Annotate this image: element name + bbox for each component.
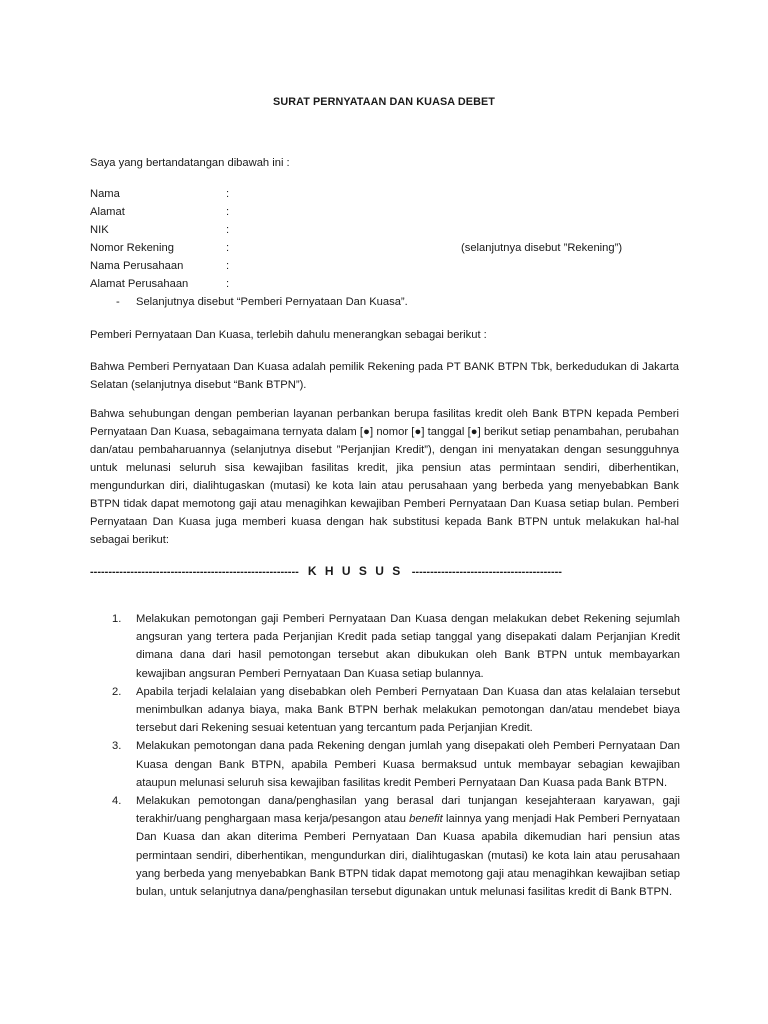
list-item-text: Melakukan pemotongan gaji Pemberi Pernyataan Dan Kuasa dengan melakukan debet Rekening sejumlah angsuran yang tertera pada Perjanjian Kredit pada setiap tanggal yang disepakati dalam Perjanjian Kredit dimana dana dari hasil pemotongan tersebut akan dibukukan oleh Bank BTPN untuk membayarkan kewajiban angsuran Pemberi Pernyataan Dan Kuasa setiap bulannya. <box>136 613 680 680</box>
dash-text: Selanjutnya disebut “Pemberi Pernyataan Dan Kuasa”. <box>136 296 408 308</box>
khusus-separator <box>90 564 690 578</box>
field-label: Nomor Rekening <box>90 242 174 254</box>
field-colon: : <box>226 206 230 218</box>
paragraph-ownership: Bahwa Pemberi Pernyataan Dan Kuasa adalah pemilik Rekening pada PT BANK BTPN Tbk, berkedudukan di Jakarta Selatan (selanjutnya disebut “Bank BTPN”). <box>90 361 679 391</box>
field-colon: : <box>226 224 230 236</box>
list-item-emphasis: benefit <box>409 813 443 826</box>
list-item <box>90 610 680 683</box>
list-item <box>90 792 680 901</box>
field-colon: : <box>226 188 230 200</box>
list-item-text: Melakukan pemotongan dana pada Rekening dengan jumlah yang disepakati oleh Pemberi Pernyataan Dan Kuasa dengan Bank BTPN, apabila Pemberi Kuasa bermaksud untuk membayar sebagian kewajiban ataupun melunasi seluruh sisa kewajiban fasilitas kredit Pemberi Pernyataan Dan Kuasa pada Bank BTPN. <box>136 740 680 789</box>
list-number: 1. <box>112 613 122 625</box>
field-colon: : <box>226 278 230 290</box>
list-item-text-part: lainnya yang menjadi Hak Pemberi Pernyataan Dan Kuasa dan akan diterima Pemberi Pernyataan Dan Kuasa apabila dikemudian hari pensiun atas permintaan sendiri, diberhentikan, mengundurkan diri, dialihtugaskan (mutasi) ke kota lain atau perusahaan yang berbeda yang menyebabkan Bank BTPN tidak dapat memotong gaji atau menagihkan kewajiban setiap bulan, untuk selanjutnya dana/penghasilan tersebut digunakan untuk melunasi fasilitas kredit di Bank BTPN. <box>136 813 680 899</box>
document-title: SURAT PERNYATAAN DAN KUASA DEBET <box>273 96 495 108</box>
separator-right: ----------------------------------------- <box>411 566 562 578</box>
paragraph-preamble: Pemberi Pernyataan Dan Kuasa, terlebih dahulu menerangkan sebagai berikut : <box>90 329 487 341</box>
paragraph-credit-facility: Bahwa sehubungan dengan pemberian layanan perbankan berupa fasilitas kredit oleh Bank BTPN kepada Pemberi Pernyataan Dan Kuasa, sebagaimana ternyata dalam [●] nomor [●] tanggal [●] berikut setiap penambahan, perubahan dan/atau pembaharuannya (selanjutnya disebut ”Perjanjian Kredit”), dengan ini menyatakan dengan sesungguhnya untuk melunasi seluruh sisa kewajiban fasilitas kredit, jika pensiun atas permintaan sendiri, diberhentikan, mengundurkan diri, dialihtugaskan (mutasi) ke kota lain atau perusahaan yang berbeda yang menyebabkan Bank BTPN tidak dapat memotong gaji atau menagihkan kewajiban Pemberi Pernyataan Dan Kuasa setiap bulan. Pemberi Pernyataan Dan Kuasa juga memberi kuasa dengan hak substitusi kepada Bank BTPN untuk melakukan hal-hal sebagai berikut: <box>90 408 679 546</box>
list-item <box>90 683 680 738</box>
khusus-heading: K H U S U S <box>307 564 403 578</box>
list-number: 3. <box>112 740 122 753</box>
intro-text: Saya yang bertandatangan dibawah ini : <box>90 157 290 169</box>
list-item-text-part: Melakukan pemotongan dana/penghasilan yang berasal dari tunjangan kesejahteraan karyawan, gaji terakhir/uang penghargaan masa kerja/pesangon atau <box>136 795 680 826</box>
rekening-note: (selanjutnya disebut ”Rekening”) <box>461 242 623 254</box>
field-label: Alamat <box>90 206 125 218</box>
field-label: Nama <box>90 188 120 200</box>
field-label: Alamat Perusahaan <box>90 278 189 290</box>
field-label: Nama Perusahaan <box>90 260 184 272</box>
field-colon: : <box>226 260 230 272</box>
separator-left: --------------------------------------------------------- <box>90 566 299 578</box>
list-number: 2. <box>112 685 122 698</box>
dash-bullet: - <box>116 296 120 308</box>
field-colon: : <box>226 242 230 254</box>
list-item <box>90 737 680 792</box>
field-label: NIK <box>90 224 109 236</box>
khusus-list <box>90 610 680 901</box>
list-item-text: Apabila terjadi kelalaian yang disebabkan oleh Pemberi Pernyataan Dan Kuasa dan atas kelalaian tersebut menimbulkan adanya biaya, maka Bank BTPN berhak melakukan pemotongan dan/atau mendebet biaya tersebut dari Rekening sesuai ketentuan yang tercantum pada Perjanjian Kredit. <box>136 685 680 735</box>
list-number: 4. <box>112 795 122 808</box>
